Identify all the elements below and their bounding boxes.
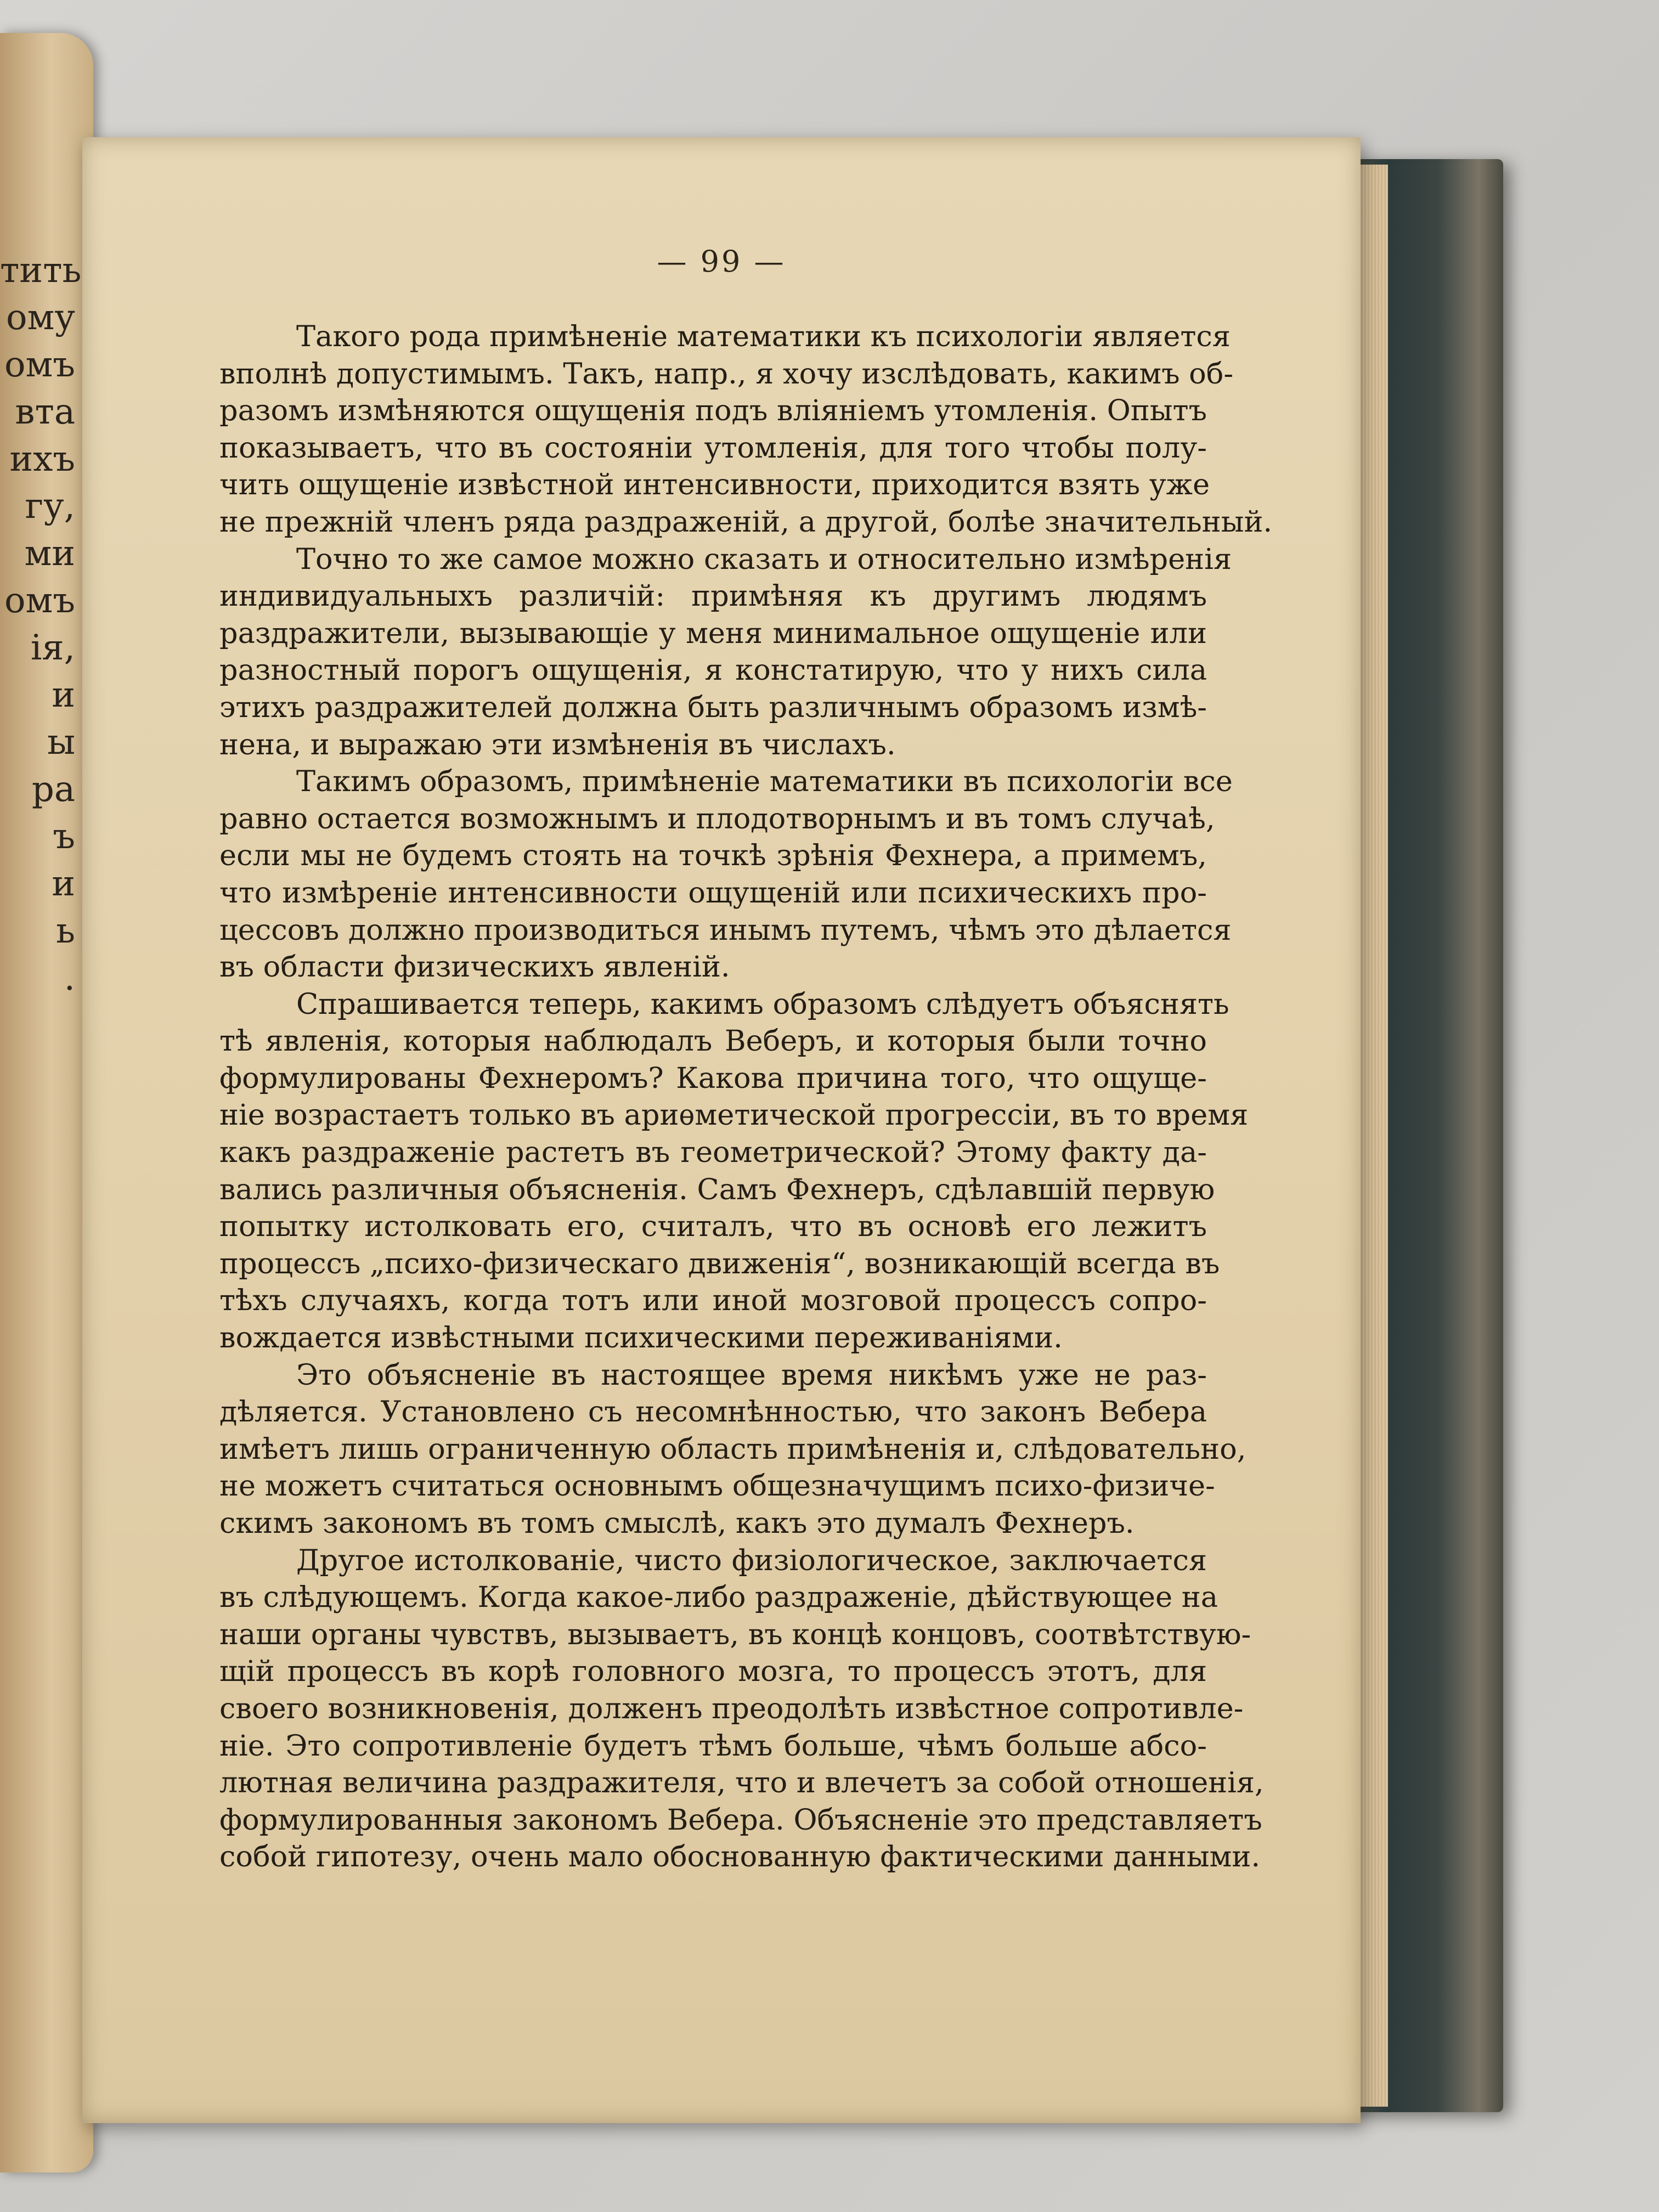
facing-page-fragment: омъ	[4, 580, 75, 621]
page-number: — 99 —	[657, 244, 786, 279]
text-line: что измѣреніе интенсивности ощущеній или психическихъ про-	[219, 876, 1207, 910]
facing-page-fragment: вта	[15, 392, 75, 432]
text-line: не прежній членъ ряда раздраженій, а другой, болѣе значительный.	[219, 505, 1273, 539]
facing-page-fragment: ра	[31, 769, 75, 810]
text-line: Такого рода примѣненіе математики къ психологіи является	[296, 320, 1231, 353]
text-line: равно остается возможнымъ и плодотворнымъ и въ томъ случаѣ,	[219, 802, 1215, 836]
text-line: Другое истолкованіе, чисто физіологическое, заключается	[296, 1543, 1207, 1577]
facing-page-fragment: ь	[56, 911, 75, 951]
text-line: дѣляется. Установлено съ несомнѣнностью, что законъ Вебера	[219, 1395, 1207, 1429]
text-line: процессъ „психо-физическаго движенія“, возникающій всегда въ	[219, 1246, 1220, 1280]
text-line: разностный порогъ ощущенія, я констатирую, что у нихъ сила	[219, 653, 1207, 687]
facing-page-fragment: ми	[24, 533, 75, 574]
book-page	[82, 137, 1361, 2123]
facing-page-fragment: и	[52, 675, 75, 715]
text-line: ніе возрастаетъ только въ ариѳметической прогрессіи, въ то время	[219, 1098, 1249, 1132]
text-line: разомъ измѣняются ощущенія подъ вліяніемъ утомленія. Опытъ	[219, 394, 1207, 428]
facing-page-fragment: ъ	[53, 816, 75, 857]
text-line: если мы не будемъ стоять на точкѣ зрѣнія Фехнера, а примемъ,	[219, 839, 1207, 873]
text-line: попытку истолковать его, считалъ, что въ основѣ его лежитъ	[219, 1210, 1207, 1244]
text-line: цессовъ должно производиться инымъ путемъ, чѣмъ это дѣлается	[219, 913, 1232, 947]
text-line: въ области физическихъ явленій.	[219, 950, 730, 984]
text-line: вполнѣ допустимымъ. Такъ, напр., я хочу изслѣдовать, какимъ об-	[219, 357, 1234, 391]
facing-page-edge	[0, 33, 93, 2172]
text-line: какъ раздраженіе растетъ въ геометрической? Этому факту да-	[219, 1136, 1207, 1170]
text-line: въ слѣдующемъ. Когда какое-либо раздраженіе, дѣйствующее на	[219, 1581, 1218, 1615]
facing-page-fragment: и	[52, 864, 75, 904]
text-line: щій процессъ въ корѣ головного мозга, то процессъ этотъ, для	[219, 1655, 1207, 1689]
text-line: формулированы Фехнеромъ? Какова причина того, что ощуще-	[219, 1061, 1207, 1095]
text-line: Точно то же самое можно сказать и относительно измѣренія	[296, 542, 1232, 576]
text-line: вались различныя объясненія. Самъ Фехнеръ, сдѣлавшій первую	[219, 1172, 1215, 1206]
text-line: не можетъ считаться основнымъ общезначущимъ психо-физиче-	[219, 1469, 1215, 1503]
text-line: своего возникновенія, долженъ преодолѣть извѣстное сопротивле-	[219, 1691, 1244, 1725]
text-line: лютная величина раздражителя, что и влечетъ за собой отношенія,	[219, 1766, 1264, 1800]
text-line: Это объясненіе въ настоящее время никѣмъ уже не раз-	[296, 1358, 1207, 1392]
text-line: имѣетъ лишь ограниченную область примѣненія и, слѣдовательно,	[219, 1432, 1246, 1466]
facing-page-fragment: ы	[47, 722, 75, 763]
text-line: собой гипотезу, очень мало обоснованную фактическими данными.	[219, 1840, 1261, 1874]
facing-page-fragment: ому	[6, 297, 75, 338]
text-line: наши органы чувствъ, вызываетъ, въ концѣ концовъ, соотвѣтствую-	[219, 1617, 1251, 1651]
facing-page-fragment: омъ	[4, 345, 75, 385]
text-line: Спрашивается теперь, какимъ образомъ слѣдуетъ объяснять	[296, 987, 1229, 1021]
text-line: скимъ закономъ въ томъ смыслѣ, какъ это думалъ Фехнеръ.	[219, 1506, 1135, 1540]
text-line: формулированныя закономъ Вебера. Объясненіе это представляетъ	[219, 1803, 1262, 1837]
text-line: этихъ раздражителей должна быть различнымъ образомъ измѣ-	[219, 690, 1207, 724]
text-line: раздражители, вызывающіе у меня минимальное ощущеніе или	[219, 616, 1207, 650]
facing-page-fragment: гу,	[25, 486, 75, 527]
text-line: Такимъ образомъ, примѣненіе математики въ психологіи все	[296, 765, 1233, 799]
facing-page-fragment: тить	[0, 250, 82, 291]
text-line: ніе. Это сопротивленіе будетъ тѣмъ больше, чѣмъ больше абсо-	[219, 1729, 1207, 1763]
facing-page-fragment: ихъ	[9, 439, 75, 479]
text-line: вождается извѣстными психическими переживаніями.	[219, 1321, 1063, 1355]
page-body-text	[219, 318, 1273, 1876]
text-line: индивидуальныхъ различій: примѣняя къ другимъ людямъ	[219, 579, 1207, 613]
facing-page-text-fragments	[0, 247, 91, 1002]
text-line: показываетъ, что въ состояніи утомленія, для того чтобы полу-	[219, 431, 1207, 465]
text-line: тѣ явленія, которыя наблюдалъ Веберъ, и которыя были точно	[219, 1024, 1207, 1058]
text-line: чить ощущеніе извѣстной интенсивности, приходится взять уже	[219, 468, 1210, 502]
text-line: тѣхъ случаяхъ, когда тотъ или иной мозговой процессъ сопро-	[219, 1284, 1207, 1318]
facing-page-fragment: .	[64, 958, 75, 998]
text-line: нена, и выражаю эти измѣненія въ числахъ.	[219, 727, 896, 761]
facing-page-fragment: ія,	[30, 628, 75, 668]
